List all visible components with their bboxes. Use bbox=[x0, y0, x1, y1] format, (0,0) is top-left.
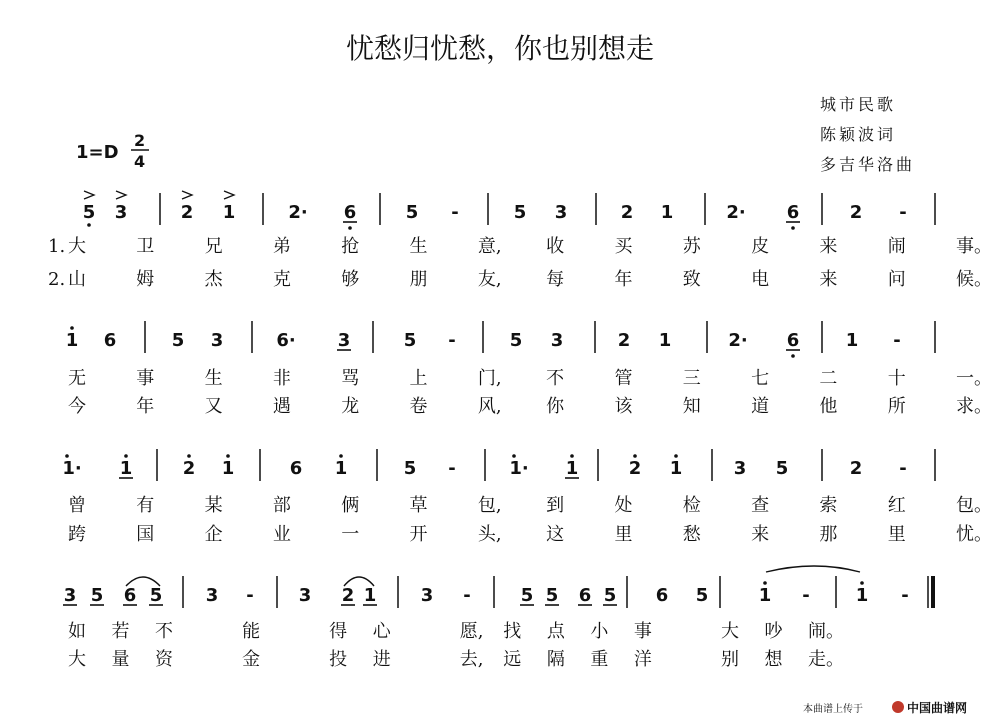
note: 3 bbox=[114, 202, 128, 223]
note: 5 bbox=[90, 585, 104, 606]
octave-dot-below bbox=[348, 226, 352, 230]
note: 3 bbox=[554, 202, 568, 223]
lyric-char: 十 bbox=[887, 368, 906, 389]
lyric-char: 俩 bbox=[341, 495, 360, 516]
credit-line-1: 城市民歌 bbox=[820, 95, 897, 114]
lyric-char: 来 bbox=[819, 269, 838, 290]
lyric-char: 包。 bbox=[956, 495, 992, 516]
note: 2 bbox=[182, 458, 196, 479]
note: 2 bbox=[341, 585, 355, 606]
note: 2 bbox=[617, 330, 631, 351]
lyric-char: 投 bbox=[329, 649, 348, 670]
lyric-char: 能 bbox=[242, 621, 261, 642]
note: 1 bbox=[363, 585, 377, 606]
note: - bbox=[893, 330, 901, 351]
time-signature-top: 2 bbox=[134, 131, 146, 150]
lyric-char: 龙 bbox=[341, 396, 360, 417]
lyric-char: 头, bbox=[477, 524, 502, 545]
octave-dot-above bbox=[124, 454, 128, 458]
time-signature-bottom: 4 bbox=[134, 152, 146, 171]
lyric-char: 那 bbox=[819, 524, 838, 545]
system-3 bbox=[62, 449, 992, 545]
octave-dot-below bbox=[791, 354, 795, 358]
note: 3 bbox=[63, 585, 77, 606]
logo-mark-icon bbox=[892, 701, 904, 713]
lyric-char: 来 bbox=[819, 236, 838, 257]
slur-arc bbox=[766, 566, 860, 572]
note: 5 bbox=[545, 585, 559, 606]
note: 6 bbox=[289, 458, 303, 479]
song-title: 忧愁归忧愁，你也别想走 bbox=[345, 32, 655, 65]
footer-upload-text: 本曲谱上传于 bbox=[803, 704, 863, 715]
note: 6 bbox=[655, 585, 669, 606]
note: 5 bbox=[775, 458, 789, 479]
note: 5 bbox=[82, 202, 96, 223]
note: 2 bbox=[620, 202, 634, 223]
lyric-char: 弟 bbox=[272, 236, 291, 257]
lyric-char: 闹。 bbox=[808, 621, 844, 642]
note: 3 bbox=[420, 585, 434, 606]
lyric-char: 处 bbox=[614, 495, 633, 516]
lyric-char: 年 bbox=[136, 396, 155, 417]
key-signature: 1=D bbox=[76, 142, 119, 163]
note: 1 bbox=[221, 458, 235, 479]
score-systems bbox=[48, 191, 992, 670]
lyric-char: 跨 bbox=[68, 524, 86, 545]
lyric-char: 又 bbox=[204, 396, 223, 417]
verse-number: 1. bbox=[48, 236, 66, 257]
lyric-char: 道 bbox=[751, 396, 770, 417]
octave-dot-above bbox=[339, 454, 343, 458]
lyric-char: 收 bbox=[546, 236, 565, 257]
lyric-char: 忧。 bbox=[956, 524, 992, 545]
lyric-char: 苏 bbox=[682, 236, 701, 257]
note: 1 bbox=[758, 585, 772, 606]
note: 6 bbox=[103, 330, 117, 351]
note: 1 bbox=[565, 458, 579, 479]
lyric-char: 事 bbox=[633, 621, 652, 642]
lyric-char: 里 bbox=[614, 524, 633, 545]
lyric-char: 企 bbox=[204, 524, 223, 545]
note: 1 bbox=[222, 202, 236, 223]
lyric-char: 山 bbox=[68, 269, 86, 290]
note: 1 bbox=[660, 202, 674, 223]
note: 5 bbox=[603, 585, 617, 606]
lyric-char: 大 bbox=[720, 621, 739, 642]
lyric-char: 你 bbox=[546, 396, 565, 417]
note: 1 bbox=[65, 330, 79, 351]
lyric-char: 不 bbox=[546, 368, 565, 389]
lyric-char: 闹 bbox=[887, 236, 906, 257]
note: 2· bbox=[288, 202, 308, 223]
note: - bbox=[802, 585, 810, 606]
lyric-char: 买 bbox=[614, 236, 633, 257]
note: 5 bbox=[520, 585, 534, 606]
accent-mark bbox=[224, 191, 234, 199]
lyric-char: 卷 bbox=[409, 396, 428, 417]
note: 1 bbox=[669, 458, 683, 479]
lyric-char: 国 bbox=[136, 524, 155, 545]
lyric-char: 上 bbox=[409, 368, 428, 389]
note: 5 bbox=[403, 458, 417, 479]
lyric-char: 致 bbox=[682, 269, 701, 290]
octave-dot-above bbox=[763, 581, 767, 585]
lyric-char: 生 bbox=[409, 236, 428, 257]
lyric-char: 一 bbox=[341, 524, 360, 545]
logo-text: 中国曲谱网 bbox=[907, 701, 968, 715]
lyric-char: 朋 bbox=[409, 269, 428, 290]
lyric-char: 够 bbox=[341, 269, 360, 290]
note: - bbox=[448, 330, 456, 351]
note: 5 bbox=[695, 585, 709, 606]
lyric-char: 去, bbox=[459, 649, 484, 670]
lyric-char: 大 bbox=[68, 649, 86, 670]
lyric-char: 远 bbox=[503, 649, 522, 670]
lyric-char: 事 bbox=[136, 368, 155, 389]
lyric-char: 开 bbox=[409, 524, 428, 545]
lyric-char: 索 bbox=[819, 495, 838, 516]
note: 3 bbox=[733, 458, 747, 479]
lyric-char: 到 bbox=[546, 495, 565, 516]
note: 3 bbox=[298, 585, 312, 606]
lyric-char: 包, bbox=[477, 495, 502, 516]
lyric-char: 问 bbox=[887, 269, 906, 290]
lyric-char: 找 bbox=[503, 621, 522, 642]
lyric-char: 曾 bbox=[68, 495, 86, 516]
lyric-char: 某 bbox=[204, 495, 223, 516]
note: 2· bbox=[726, 202, 746, 223]
lyric-char: 想 bbox=[764, 649, 783, 670]
lyric-char: 管 bbox=[614, 368, 633, 389]
note: 6 bbox=[343, 202, 357, 223]
lyric-char: 别 bbox=[720, 649, 739, 670]
lyric-char: 电 bbox=[751, 269, 770, 290]
note: - bbox=[899, 202, 907, 223]
lyric-char: 查 bbox=[751, 495, 770, 516]
note: 1· bbox=[62, 458, 82, 479]
lyric-char: 不 bbox=[155, 621, 174, 642]
lyric-char: 今 bbox=[68, 396, 86, 417]
lyric-char: 走。 bbox=[808, 649, 844, 670]
lyric-char: 金 bbox=[242, 649, 261, 670]
note: 1 bbox=[334, 458, 348, 479]
note: 5 bbox=[171, 330, 185, 351]
lyric-char: 抢 bbox=[341, 236, 360, 257]
lyric-char: 愿, bbox=[459, 621, 484, 642]
lyric-char: 门, bbox=[477, 368, 502, 389]
note: 1 bbox=[845, 330, 859, 351]
lyric-char: 洋 bbox=[633, 649, 652, 670]
octave-dot-below bbox=[87, 223, 91, 227]
lyric-char: 隔 bbox=[546, 649, 565, 670]
lyric-char: 重 bbox=[590, 649, 609, 670]
note: - bbox=[899, 458, 907, 479]
system-4 bbox=[63, 566, 933, 670]
lyric-char: 杰 bbox=[204, 269, 223, 290]
lyric-char: 候。 bbox=[956, 269, 992, 290]
lyric-char: 二 bbox=[819, 368, 838, 389]
accent-mark bbox=[116, 191, 126, 199]
lyric-char: 吵 bbox=[764, 621, 783, 642]
system-1 bbox=[48, 191, 992, 290]
lyric-char: 无 bbox=[68, 368, 86, 389]
note: 1 bbox=[658, 330, 672, 351]
system-2 bbox=[66, 321, 992, 417]
note: 3 bbox=[337, 330, 351, 351]
note: 3 bbox=[210, 330, 224, 351]
note: - bbox=[246, 585, 254, 606]
lyric-char: 检 bbox=[682, 495, 701, 516]
lyric-char: 点 bbox=[546, 621, 565, 642]
lyric-char: 他 bbox=[819, 396, 838, 417]
lyric-char: 风, bbox=[477, 396, 502, 417]
note: 1· bbox=[509, 458, 529, 479]
lyric-char: 红 bbox=[887, 495, 906, 516]
note: 3 bbox=[205, 585, 219, 606]
lyric-char: 所 bbox=[887, 396, 906, 417]
lyric-char: 一。 bbox=[956, 368, 992, 389]
lyric-char: 大 bbox=[68, 236, 86, 257]
note: 5 bbox=[149, 585, 163, 606]
note: 2· bbox=[728, 330, 748, 351]
lyric-char: 资 bbox=[155, 649, 174, 670]
octave-dot-above bbox=[226, 454, 230, 458]
lyric-char: 草 bbox=[409, 495, 428, 516]
lyric-char: 非 bbox=[272, 368, 291, 389]
lyric-char: 克 bbox=[272, 269, 291, 290]
lyric-char: 得 bbox=[329, 621, 348, 642]
octave-dot-above bbox=[674, 454, 678, 458]
lyric-char: 部 bbox=[272, 495, 291, 516]
lyric-char: 三 bbox=[682, 368, 701, 389]
lyric-char: 骂 bbox=[341, 368, 360, 389]
lyric-char: 知 bbox=[682, 396, 701, 417]
lyric-char: 业 bbox=[272, 524, 291, 545]
lyric-char: 愁 bbox=[682, 524, 701, 545]
credit-line-2: 陈颖波词 bbox=[820, 125, 897, 144]
note: - bbox=[463, 585, 471, 606]
site-logo bbox=[892, 700, 967, 715]
note: - bbox=[451, 202, 459, 223]
octave-dot-above bbox=[512, 454, 516, 458]
note: 6 bbox=[123, 585, 137, 606]
lyric-char: 卫 bbox=[136, 236, 155, 257]
lyric-char: 若 bbox=[111, 621, 130, 642]
octave-dot-below bbox=[791, 226, 795, 230]
credit-line-3: 多吉华洛曲 bbox=[820, 155, 916, 174]
note: 1 bbox=[855, 585, 869, 606]
accent-mark bbox=[84, 191, 94, 199]
lyric-char: 生 bbox=[204, 368, 223, 389]
note: 5 bbox=[509, 330, 523, 351]
note: - bbox=[901, 585, 909, 606]
note: - bbox=[448, 458, 456, 479]
note: 5 bbox=[513, 202, 527, 223]
lyric-char: 七 bbox=[751, 368, 770, 389]
note: 6 bbox=[578, 585, 592, 606]
lyric-char: 姆 bbox=[136, 269, 155, 290]
lyric-char: 这 bbox=[546, 524, 565, 545]
lyric-char: 兄 bbox=[204, 236, 223, 257]
lyric-char: 进 bbox=[372, 649, 391, 670]
lyric-char: 小 bbox=[590, 621, 609, 642]
note: 2 bbox=[180, 202, 194, 223]
lyric-char: 求。 bbox=[956, 396, 992, 417]
note: 5 bbox=[405, 202, 419, 223]
octave-dot-above bbox=[65, 454, 69, 458]
lyric-char: 量 bbox=[111, 649, 130, 670]
verse-number: 2. bbox=[48, 269, 66, 290]
note: 2 bbox=[628, 458, 642, 479]
lyric-char: 心 bbox=[372, 621, 391, 642]
lyric-char: 该 bbox=[614, 396, 633, 417]
lyric-char: 友, bbox=[477, 269, 502, 290]
note: 6 bbox=[786, 330, 800, 351]
lyric-char: 每 bbox=[546, 269, 565, 290]
note: 3 bbox=[550, 330, 564, 351]
accent-mark bbox=[182, 191, 192, 199]
octave-dot-above bbox=[633, 454, 637, 458]
lyric-char: 来 bbox=[751, 524, 770, 545]
octave-dot-above bbox=[187, 454, 191, 458]
lyric-char: 年 bbox=[614, 269, 633, 290]
octave-dot-above bbox=[570, 454, 574, 458]
note: 5 bbox=[403, 330, 417, 351]
lyric-char: 有 bbox=[136, 495, 155, 516]
lyric-char: 如 bbox=[68, 621, 86, 642]
lyric-char: 意, bbox=[477, 236, 502, 257]
note: 6 bbox=[786, 202, 800, 223]
lyric-char: 遇 bbox=[272, 396, 291, 417]
note: 2 bbox=[849, 458, 863, 479]
octave-dot-above bbox=[70, 326, 74, 330]
lyric-char: 事。 bbox=[956, 236, 992, 257]
note: 6· bbox=[276, 330, 296, 351]
note: 2 bbox=[849, 202, 863, 223]
lyric-char: 里 bbox=[887, 524, 906, 545]
lyric-char: 皮 bbox=[751, 236, 770, 257]
octave-dot-above bbox=[860, 581, 864, 585]
note: 1 bbox=[119, 458, 133, 479]
